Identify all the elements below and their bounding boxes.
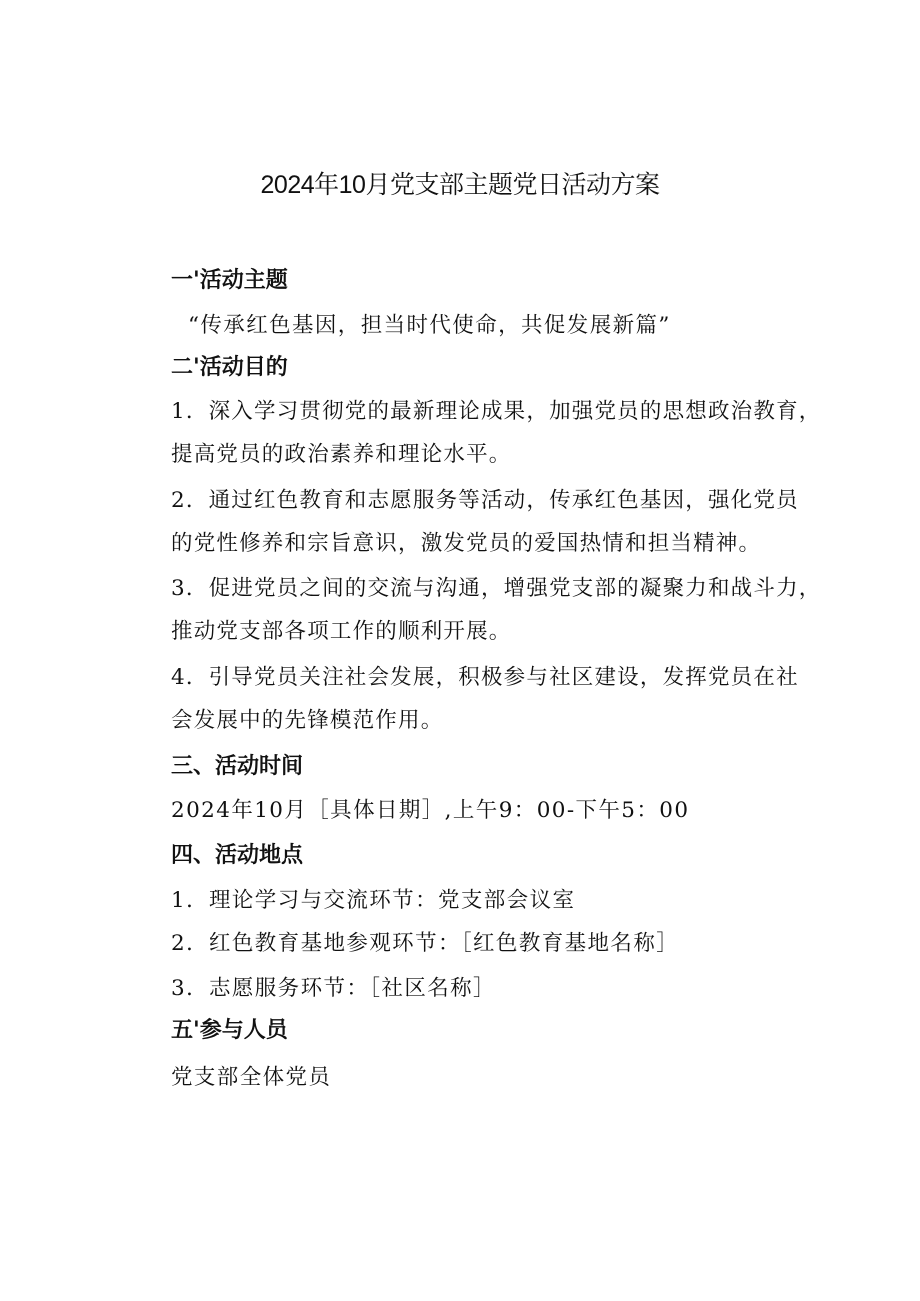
purpose-item-2-line-1: 2．通过红色教育和志愿服务等活动，传承红色基因，强化党员 [171,488,799,513]
purpose-item-2 [171,479,821,565]
section-heading-participants: 五'参与人员 [171,1018,288,1043]
document-title: 2024年10月党支部主题党日活动方案 [260,171,660,199]
location-item-3: 3．志愿服务环节：［社区名称］ [171,976,496,1001]
theme-text: “传承红色基因，担当时代使命，共促发展新篇” [188,313,671,338]
location-item-1: 1．理论学习与交流环节：党支部会议室 [171,888,576,913]
purpose-item-1 [171,390,821,476]
purpose-item-3-line-1: 3．促进党员之间的交流与沟通，增强党支部的凝聚力和战斗力， [171,576,822,601]
time-text: 2024年10月［具体日期］,上午9：00-下午5：00 [171,798,690,823]
section-heading-theme: 一'活动主题 [171,268,288,293]
purpose-item-1-line-1: 1．深入学习贯彻党的最新理论成果，加强党员的思想政治教育， [171,399,822,424]
purpose-item-1-line-2: 提高党员的政治素养和理论水平。 [171,442,512,467]
purpose-item-4-line-2: 会发展中的先锋模范作用。 [171,708,444,733]
participants-text: 党支部全体党员 [171,1065,332,1090]
purpose-item-2-line-2: 的党性修养和宗旨意识，激发党员的爱国热情和担当精神。 [171,531,762,556]
purpose-item-3-line-2: 推动党支部各项工作的顺利开展。 [171,619,512,644]
purpose-item-3 [171,567,821,653]
purpose-item-4 [171,656,821,742]
section-heading-time: 三、活动时间 [171,754,304,779]
section-heading-location: 四、活动地点 [171,843,304,868]
section-heading-purpose: 二'活动目的 [171,355,288,380]
location-item-2: 2．红色教育基地参观环节：［红色教育基地名称］ [171,931,680,956]
purpose-item-4-line-1: 4．引导党员关注社会发展，积极参与社区建设，发挥党员在社 [171,665,799,690]
